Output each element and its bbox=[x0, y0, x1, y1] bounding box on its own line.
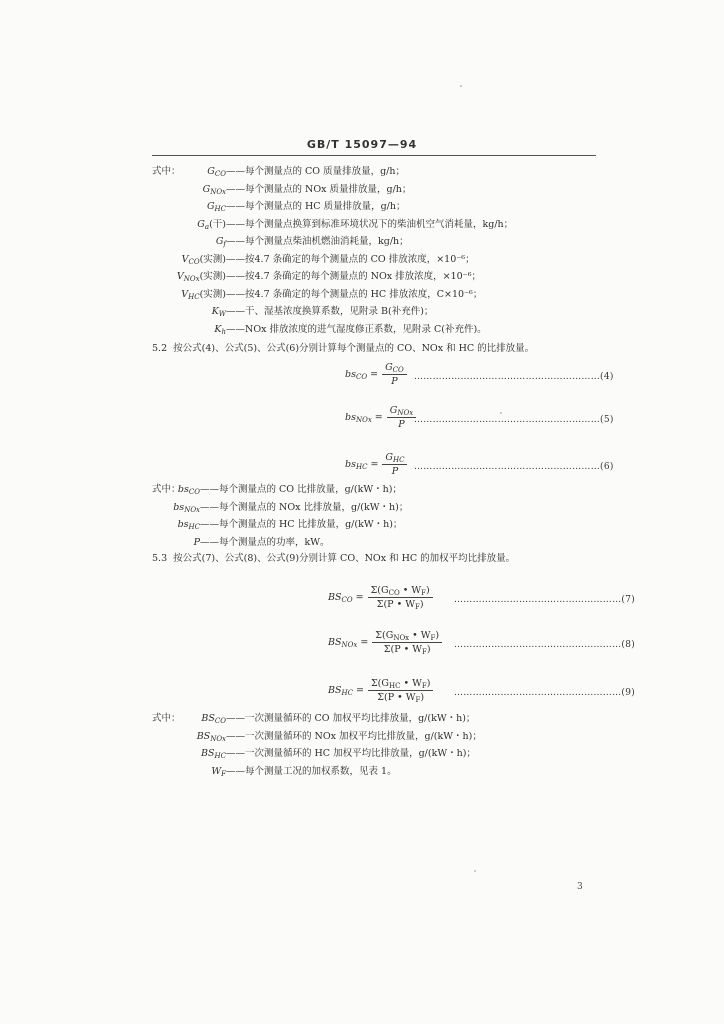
equation-leader: ……………………………………………………(5) bbox=[414, 415, 614, 425]
subscript: F bbox=[221, 769, 226, 778]
fraction bbox=[368, 678, 433, 703]
definition-symbol: $V_{HC}$ bbox=[181, 288, 200, 301]
definition-text: ——每个测量点的功率，kW。 bbox=[200, 536, 330, 548]
equation-number: 6 bbox=[603, 462, 610, 472]
lhs-symbol: $bs_{CO}$ bbox=[345, 369, 368, 381]
equation-lhs: $bs_{NOx}$ = bbox=[345, 412, 383, 424]
equation-leader: ………………………………………………(8) bbox=[454, 640, 636, 650]
equation-lhs: $BS_{CO}$ = bbox=[328, 592, 364, 604]
definition-text: ——每个测量点的 HC 质量排放量，g/h； bbox=[226, 201, 406, 212]
definition-symbol: $G_{CO}$ bbox=[207, 166, 226, 178]
subscript: HC bbox=[188, 523, 200, 531]
definition-term bbox=[178, 484, 200, 496]
denominator: Σ(P • $W_F$) bbox=[383, 644, 431, 656]
numerator-symbol: $G_{NOx}$ bbox=[389, 405, 414, 417]
numerator-symbol: $G_{HC}$ bbox=[385, 452, 405, 464]
page-header: GB/T 15097—94 bbox=[306, 138, 418, 151]
definition-symbol: $W_F$ bbox=[211, 765, 226, 778]
equation-lhs: $bs_{CO}$ = bbox=[345, 369, 379, 381]
subscript: CO bbox=[392, 366, 404, 374]
subscript: HC bbox=[214, 752, 226, 760]
denominator bbox=[382, 465, 407, 477]
definition-text: ——每个测量点的 HC 比排放量，g/(kW・h)； bbox=[200, 519, 403, 530]
definition-text: ——每个测量点的 NOx 质量排放量，g/h； bbox=[226, 183, 412, 195]
equation-leader: ………………………………………………(7) bbox=[454, 595, 636, 605]
fraction bbox=[387, 405, 416, 430]
definitions-intro: 式中： bbox=[152, 713, 181, 724]
equation-lhs: $bs_{HC}$ = bbox=[345, 459, 379, 471]
definition-qualifier: (实测) bbox=[199, 271, 226, 282]
definition-text: ——每个测量点的 CO 比排放量，g/(kW・h)； bbox=[200, 484, 402, 495]
subscript: HC bbox=[388, 682, 401, 690]
page-number: 3 bbox=[577, 882, 583, 892]
subscript: CO bbox=[388, 589, 400, 597]
header-rule bbox=[152, 155, 596, 156]
fraction bbox=[368, 585, 433, 610]
subscript: NOx bbox=[183, 275, 200, 283]
definition-text: ——一次测量循环的 HC 加权平均比排放量，g/(kW・h)； bbox=[226, 748, 476, 759]
lhs-symbol: $BS_{NOx}$ bbox=[328, 637, 358, 649]
scan-speck bbox=[500, 412, 502, 414]
equation-5 bbox=[345, 405, 416, 430]
section-number: 5.2 bbox=[152, 343, 168, 354]
definition-text: ——每个测量点换算到标准环境状况下的柴油机空气消耗量，kg/h； bbox=[226, 218, 514, 230]
section-text: 按公式(7)、公式(8)、公式(9)分别计算 CO、NOx 和 HC 的加权平均比排放量。 bbox=[173, 553, 516, 564]
definitions-intro: 式中： bbox=[152, 484, 181, 495]
definition-term bbox=[177, 271, 226, 283]
subscript: NOx bbox=[210, 734, 226, 743]
numerator: $\Sigma(G_{NOx}$ • $W_F$) bbox=[372, 630, 442, 643]
definition-term bbox=[182, 254, 226, 266]
subscript: CO bbox=[341, 596, 353, 604]
subscript: HC bbox=[355, 463, 368, 471]
denominator bbox=[382, 375, 407, 387]
definition-symbol: $BS_{NOx}$ bbox=[196, 730, 226, 743]
numerator: $\Sigma(G_{CO}$ • $W_F$) bbox=[368, 585, 433, 598]
definition-term bbox=[201, 713, 226, 725]
definition-term bbox=[201, 748, 226, 760]
definition-symbol: $BS_{HC}$ bbox=[201, 748, 226, 760]
subscript: HC bbox=[341, 689, 353, 697]
subscript: HC bbox=[214, 205, 226, 213]
equation-7 bbox=[328, 585, 433, 610]
subscript: NOx bbox=[393, 634, 410, 642]
numerator bbox=[382, 362, 407, 375]
denominator: Σ(P • $W_F$) bbox=[377, 692, 425, 704]
definition-symbol: $BS_{CO}$ bbox=[201, 713, 226, 725]
definition-text: ——干、湿基浓度换算系数，见附录 B(补充件)； bbox=[226, 306, 434, 317]
definition-term bbox=[212, 306, 226, 318]
definition-term bbox=[197, 219, 226, 231]
definition-term bbox=[207, 201, 226, 213]
denominator: Σ(P • $W_F$) bbox=[376, 599, 424, 611]
definition-symbol: $G_{HC}$ bbox=[206, 201, 226, 213]
definition-text: ——NOx 排放浓度的进气湿度修正系数，见附录 C(补充件)。 bbox=[226, 323, 487, 335]
definition-text: ——每个测量点的 CO 质量排放量，g/h； bbox=[226, 166, 405, 177]
definition-term bbox=[197, 731, 226, 743]
equation-number: 4 bbox=[603, 372, 610, 382]
subscript: CO bbox=[355, 373, 368, 381]
definition-text: ——按4.7 条确定的每个测量点的 CO 排放浓度，×10⁻⁶； bbox=[226, 253, 475, 265]
subscript: CO bbox=[214, 170, 226, 178]
section-number: 5.3 bbox=[152, 553, 168, 564]
definition-symbol: $bs_{CO}$ bbox=[177, 484, 200, 496]
definition-text: ——一次测量循环的 CO 加权平均比排放量，g/(kW・h)； bbox=[226, 713, 476, 724]
equation-9 bbox=[328, 678, 433, 703]
equation-lhs: $BS_{HC}$ = bbox=[328, 685, 364, 697]
equation-4 bbox=[345, 362, 407, 387]
subscript: F bbox=[415, 696, 421, 704]
subscript: a bbox=[204, 222, 210, 231]
subscript: F bbox=[421, 682, 427, 690]
denominator-symbol: P bbox=[398, 419, 405, 430]
definition-term bbox=[203, 184, 226, 196]
definition-term bbox=[181, 289, 226, 301]
lhs-symbol: $bs_{HC}$ bbox=[345, 459, 368, 471]
lhs-symbol: $BS_{CO}$ bbox=[328, 592, 353, 604]
numerator: $\Sigma(G_{HC}$ • $W_F$) bbox=[368, 678, 433, 691]
equation-number: 7 bbox=[625, 595, 632, 605]
equation-lhs: $BS_{NOx}$ = bbox=[328, 637, 369, 649]
definition-text: ——按4.7 条确定的每个测量点的 NOx 排放浓度，×10⁻⁶； bbox=[226, 271, 481, 282]
subscript: NOx bbox=[184, 505, 200, 514]
definition-qualifier: (干) bbox=[209, 218, 226, 230]
equation-8 bbox=[328, 630, 442, 655]
fraction bbox=[382, 362, 407, 387]
denominator-symbol: P bbox=[391, 376, 398, 387]
fraction bbox=[372, 630, 442, 655]
subscript: NOx bbox=[210, 187, 226, 196]
equation-number: 5 bbox=[603, 415, 610, 425]
definition-symbol: $V_{CO}$ bbox=[181, 253, 200, 266]
denominator bbox=[387, 418, 416, 430]
section-5-3 bbox=[152, 553, 515, 565]
subscript: F bbox=[414, 603, 420, 611]
definition-symbol: $K_h$ bbox=[214, 323, 226, 336]
definition-symbol: $G_{NOx}$ bbox=[202, 183, 226, 196]
definition-qualifier: (实测) bbox=[199, 288, 226, 300]
definition-symbol: $G_a$ bbox=[197, 218, 210, 231]
section-text: 按公式(4)、公式(5)、公式(6)分别计算每个测量点的 CO、NOx 和 HC 的比排放量。 bbox=[173, 343, 535, 354]
equation-number: 8 bbox=[625, 640, 632, 650]
fraction bbox=[382, 452, 407, 477]
definition-term bbox=[214, 324, 226, 336]
numerator bbox=[382, 452, 407, 465]
definition-term bbox=[216, 236, 226, 248]
subscript: F bbox=[421, 589, 426, 597]
definition-symbol: $G_f$ bbox=[215, 236, 226, 248]
subscript: NOx bbox=[341, 641, 358, 649]
subscript: NOx bbox=[355, 416, 372, 424]
subscript: f bbox=[223, 240, 226, 248]
subscript: HC bbox=[393, 456, 405, 464]
definition-symbol: $V_{NOx}$ bbox=[176, 271, 200, 283]
numerator bbox=[387, 405, 416, 418]
numerator-symbol: $G_{CO}$ bbox=[385, 362, 404, 374]
definition-term bbox=[207, 166, 226, 178]
definition-text: ——每个测量工况的加权系数，见表 1。 bbox=[226, 765, 397, 777]
definition-text: ——按4.7 条确定的每个测量点的 HC 排放浓度，C×10⁻⁶； bbox=[226, 288, 483, 300]
denominator-symbol: P bbox=[391, 466, 399, 477]
subscript: CO bbox=[188, 488, 200, 496]
subscript: CO bbox=[188, 257, 200, 266]
definition-term bbox=[178, 519, 200, 531]
subscript: h bbox=[221, 327, 226, 336]
definition-symbol: P bbox=[193, 536, 200, 548]
equation-leader: ……………………………………………………(4) bbox=[414, 372, 614, 382]
definition-term bbox=[173, 502, 200, 514]
subscript: CO bbox=[214, 717, 226, 725]
definition-term bbox=[211, 766, 226, 778]
definition-text: ——每个测量点柴油机燃油消耗量，kg/h； bbox=[226, 236, 409, 247]
definition-qualifier: (实测) bbox=[199, 253, 226, 265]
scan-speck bbox=[460, 85, 462, 87]
definition-symbol: $K_W$ bbox=[211, 306, 226, 318]
section-5-2 bbox=[152, 343, 534, 355]
equation-leader: ………………………………………………(9) bbox=[454, 688, 636, 698]
scan-speck bbox=[474, 870, 476, 872]
equation-leader: ……………………………………………………(6) bbox=[414, 462, 614, 472]
definition-text: ——每个测量点的 NOx 比排放量，g/(kW・h)； bbox=[200, 501, 409, 513]
subscript: F bbox=[430, 634, 436, 642]
definition-text: ——一次测量循环的 NOx 加权平均比排放量，g/(kW・h)； bbox=[226, 730, 482, 742]
definitions-intro: 式中： bbox=[152, 166, 181, 177]
subscript: W bbox=[218, 310, 226, 318]
lhs-symbol: $BS_{HC}$ bbox=[328, 685, 353, 697]
equation-number: 9 bbox=[625, 688, 632, 698]
subscript: HC bbox=[188, 292, 200, 301]
definition-symbol: $bs_{HC}$ bbox=[177, 519, 200, 531]
definition-symbol: $bs_{NOx}$ bbox=[173, 501, 200, 514]
subscript: NOx bbox=[397, 409, 414, 417]
subscript: F bbox=[422, 648, 427, 656]
equation-6 bbox=[345, 452, 407, 477]
lhs-symbol: $bs_{NOx}$ bbox=[345, 412, 372, 424]
